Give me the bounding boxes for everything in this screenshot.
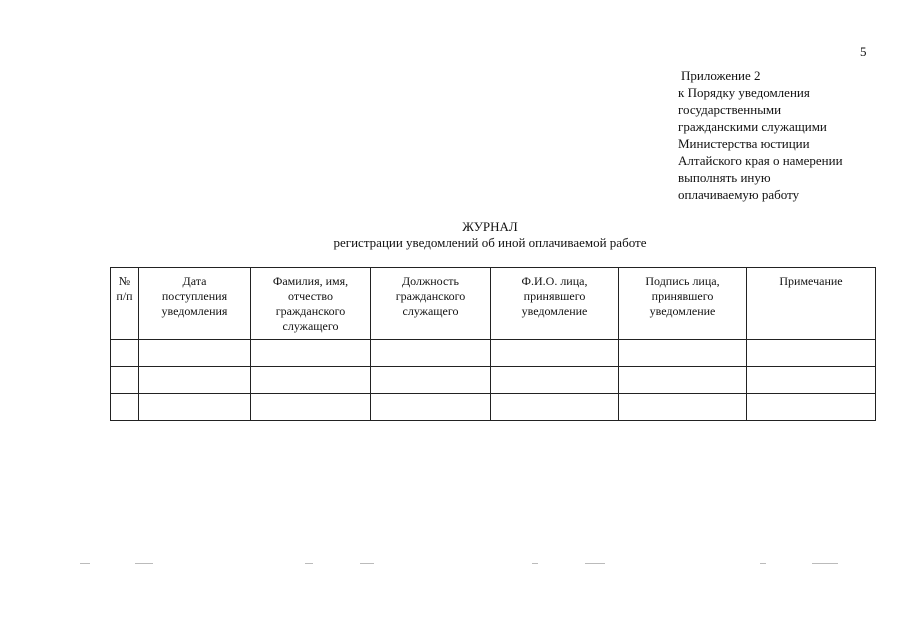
header-line: уведомление [521, 304, 588, 318]
appendix-line: к Порядку уведомления [678, 85, 810, 100]
scan-mark [760, 563, 766, 564]
table-cell [491, 394, 619, 421]
scan-mark [812, 563, 838, 564]
header-line: Фамилия, имя, [272, 274, 349, 288]
table-cell [491, 340, 619, 367]
scan-mark [360, 563, 374, 564]
table-cell [371, 394, 491, 421]
scan-mark [585, 563, 605, 564]
table-cell [619, 367, 747, 394]
table-cell [371, 367, 491, 394]
table-cell [111, 394, 139, 421]
scan-artifacts [60, 561, 860, 567]
header-line: поступления [161, 289, 228, 303]
appendix-note [678, 67, 893, 203]
header-line: служащего [282, 319, 339, 333]
table-cell [371, 340, 491, 367]
appendix-line: гражданскими служащими [678, 119, 827, 134]
document-subtitle: регистрации уведомлений об иной оплачиваемой работе [333, 235, 647, 250]
appendix-line: Министерства юстиции [678, 136, 810, 151]
header-line: Ф.И.О. лица, [521, 274, 588, 288]
appendix-line: оплачиваемую работу [678, 187, 800, 202]
table-cell [139, 367, 251, 394]
table-cell [139, 394, 251, 421]
journal-table [110, 267, 876, 421]
appendix-line: выполнять иную [678, 170, 771, 185]
table-cell [111, 367, 139, 394]
appendix-line: Приложение 2 [681, 68, 761, 83]
column-header-position [371, 268, 491, 340]
header-line: п/п [116, 289, 133, 303]
header-line: Дата [182, 274, 207, 288]
column-header-date [139, 268, 251, 340]
document-title: ЖУРНАЛ [462, 219, 518, 234]
column-header-full-name [251, 268, 371, 340]
table-row [111, 394, 876, 421]
header-line: гражданского [275, 304, 346, 318]
page-number: 5 [860, 44, 867, 59]
table-cell [251, 340, 371, 367]
table-cell [111, 340, 139, 367]
table-cell [747, 367, 876, 394]
header-line: отчество [288, 289, 333, 303]
column-header-receiver-signature [619, 268, 747, 340]
column-header-number [111, 268, 139, 340]
table-row [111, 340, 876, 367]
header-line: Подпись лица, [645, 274, 720, 288]
header-line: принявшего [523, 289, 586, 303]
table-cell [251, 367, 371, 394]
header-line: принявшего [651, 289, 714, 303]
table-cell [491, 367, 619, 394]
header-line: № [118, 274, 131, 288]
table-cell [619, 394, 747, 421]
header-line: уведомления [161, 304, 228, 318]
header-line: гражданского [395, 289, 466, 303]
table-cell [747, 394, 876, 421]
table-row [111, 367, 876, 394]
header-line: Должность [401, 274, 460, 288]
scan-mark [305, 563, 313, 564]
table-cell [251, 394, 371, 421]
scan-mark [135, 563, 153, 564]
table-cell [619, 340, 747, 367]
header-line: уведомление [649, 304, 716, 318]
header-line: служащего [402, 304, 459, 318]
appendix-line: государственными [678, 102, 782, 117]
column-header-receiver-name [491, 268, 619, 340]
appendix-line: Алтайского края о намерении [678, 153, 843, 168]
scan-mark [80, 563, 90, 564]
table-cell [139, 340, 251, 367]
column-header-note [747, 268, 876, 340]
table-cell [747, 340, 876, 367]
header-line: Примечание [779, 274, 843, 288]
scan-mark [532, 563, 538, 564]
table-header-row [111, 268, 876, 340]
